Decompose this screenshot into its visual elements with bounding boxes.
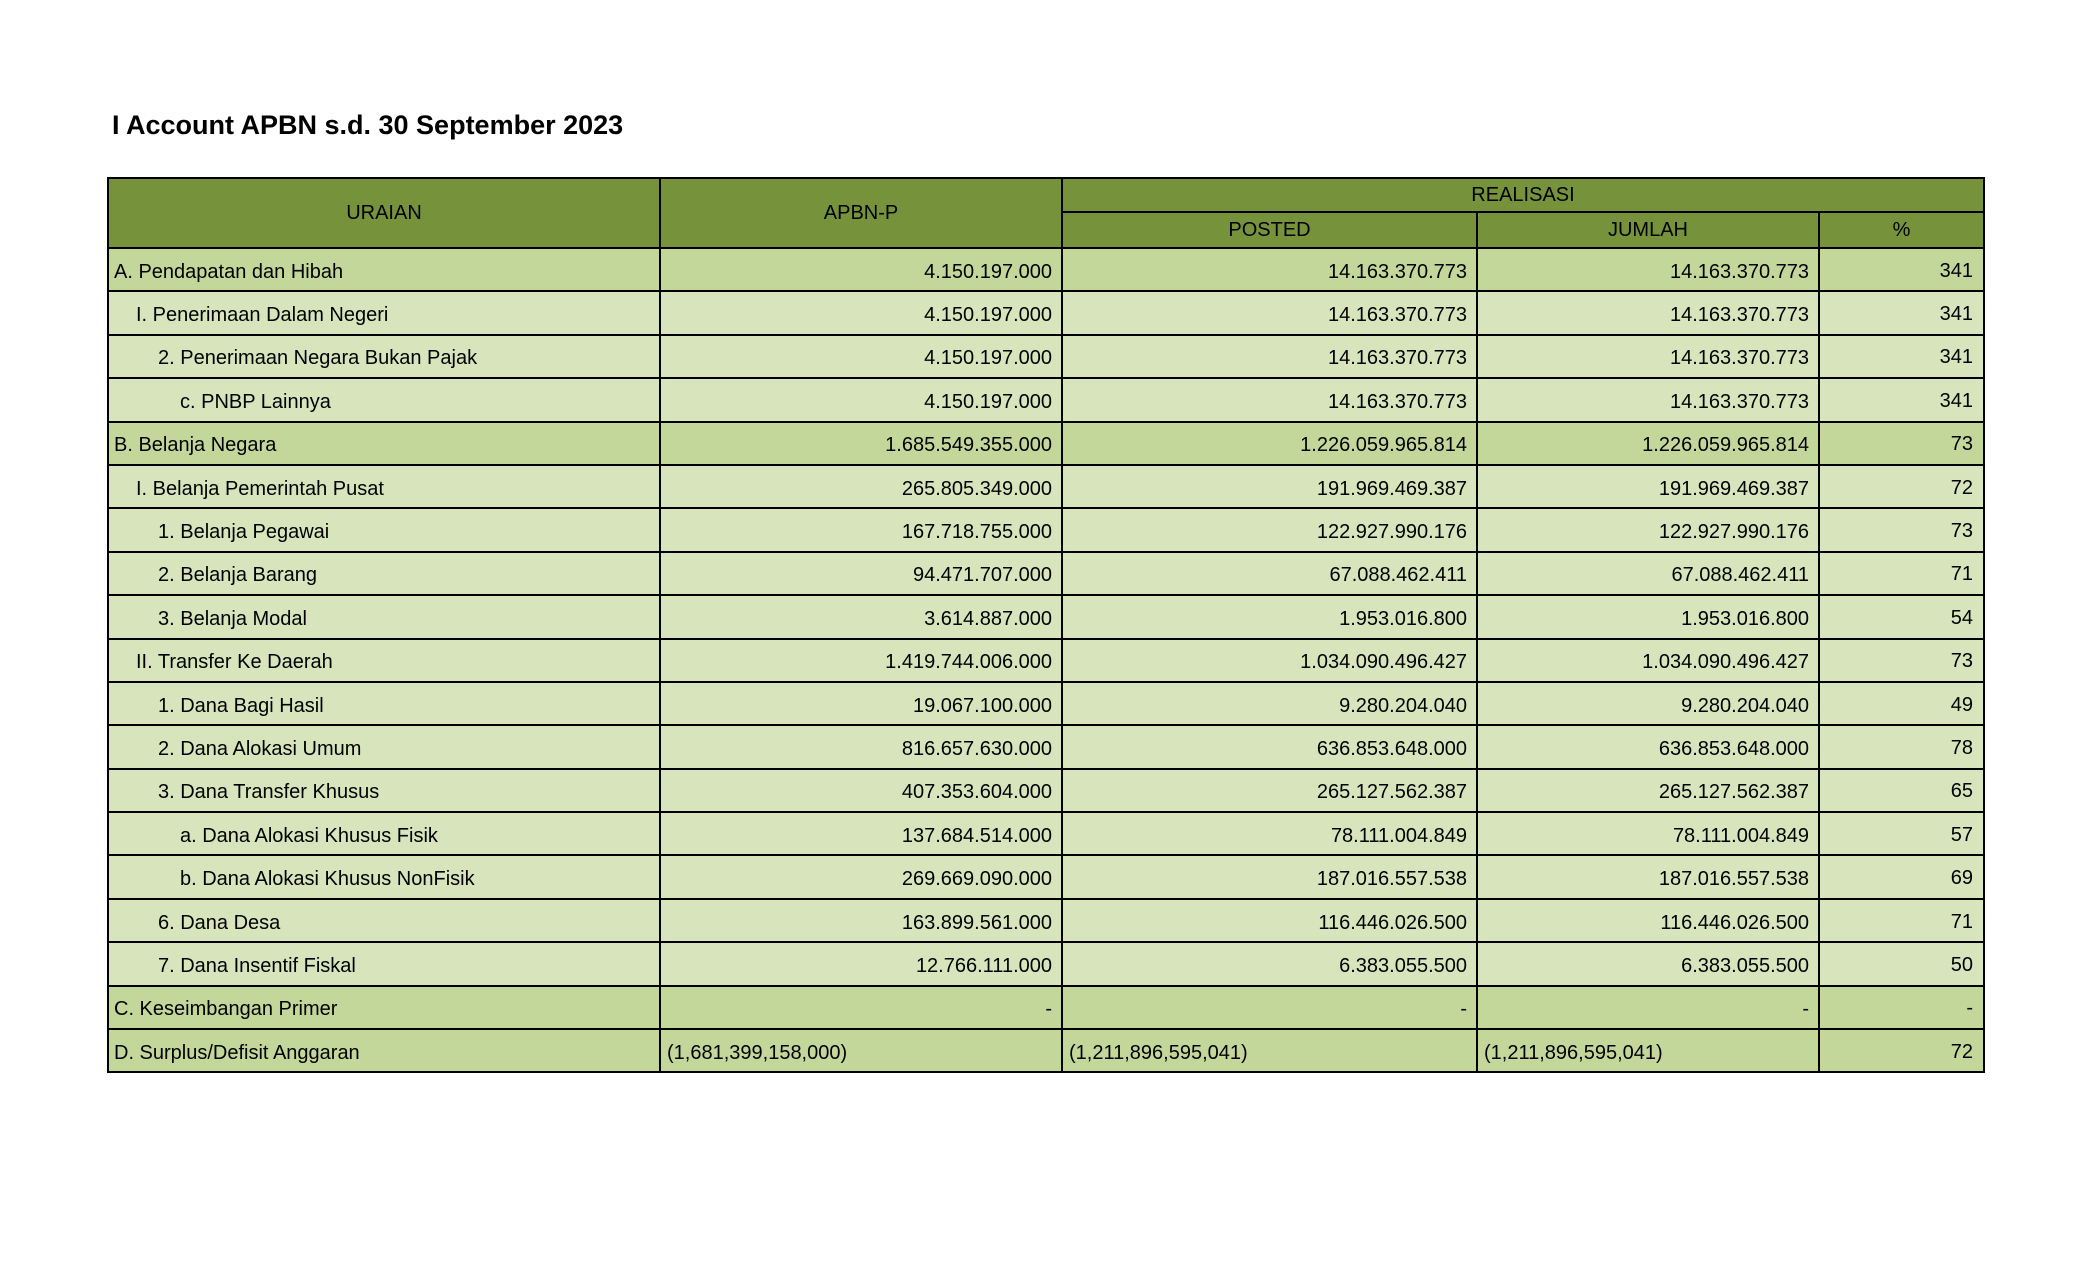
cell-uraian: D. Surplus/Defisit Anggaran xyxy=(108,1029,660,1072)
table-row xyxy=(108,378,1984,421)
cell-posted: 9.280.204.040 xyxy=(1062,682,1477,725)
cell-uraian: C. Keseimbangan Primer xyxy=(108,986,660,1029)
cell-uraian: I. Penerimaan Dalam Negeri xyxy=(108,291,660,334)
table-row xyxy=(108,1029,1984,1072)
cell-jumlah: 187.016.557.538 xyxy=(1477,855,1819,898)
cell-posted: 14.163.370.773 xyxy=(1062,335,1477,378)
cell-posted: 6.383.055.500 xyxy=(1062,942,1477,985)
cell-apbnp: 163.899.561.000 xyxy=(660,899,1062,942)
cell-apbnp: 137.684.514.000 xyxy=(660,812,1062,855)
cell-percent: 72 xyxy=(1819,465,1984,508)
cell-jumlah: 78.111.004.849 xyxy=(1477,812,1819,855)
table-row xyxy=(108,986,1984,1029)
cell-percent: 341 xyxy=(1819,291,1984,334)
cell-apbnp: 12.766.111.000 xyxy=(660,942,1062,985)
table-row xyxy=(108,812,1984,855)
table-header xyxy=(108,178,1984,248)
table-row xyxy=(108,639,1984,682)
cell-apbnp: 94.471.707.000 xyxy=(660,552,1062,595)
cell-apbnp: (1,681,399,158,000) xyxy=(660,1029,1062,1072)
cell-posted: 67.088.462.411 xyxy=(1062,552,1477,595)
table-row xyxy=(108,552,1984,595)
col-header-jumlah: JUMLAH xyxy=(1477,212,1819,248)
cell-apbnp: 4.150.197.000 xyxy=(660,248,1062,291)
cell-posted: 14.163.370.773 xyxy=(1062,378,1477,421)
cell-jumlah: 14.163.370.773 xyxy=(1477,248,1819,291)
cell-posted: 265.127.562.387 xyxy=(1062,769,1477,812)
cell-uraian: b. Dana Alokasi Khusus NonFisik xyxy=(108,855,660,898)
cell-uraian: 2. Belanja Barang xyxy=(108,552,660,595)
cell-percent: 65 xyxy=(1819,769,1984,812)
table-row xyxy=(108,335,1984,378)
table-row xyxy=(108,422,1984,465)
cell-jumlah: 116.446.026.500 xyxy=(1477,899,1819,942)
table-row xyxy=(108,725,1984,768)
col-header-percent: % xyxy=(1819,212,1984,248)
cell-uraian: I. Belanja Pemerintah Pusat xyxy=(108,465,660,508)
cell-percent: 341 xyxy=(1819,335,1984,378)
cell-uraian: 7. Dana Insentif Fiskal xyxy=(108,942,660,985)
header-row-1 xyxy=(108,178,1984,212)
cell-uraian: 6. Dana Desa xyxy=(108,899,660,942)
cell-percent: 54 xyxy=(1819,595,1984,638)
table-row xyxy=(108,595,1984,638)
cell-jumlah: 1.226.059.965.814 xyxy=(1477,422,1819,465)
cell-posted: 1.953.016.800 xyxy=(1062,595,1477,638)
cell-percent: 71 xyxy=(1819,552,1984,595)
apbn-account-table xyxy=(107,177,1985,1073)
cell-posted: 187.016.557.538 xyxy=(1062,855,1477,898)
col-header-posted: POSTED xyxy=(1062,212,1477,248)
cell-jumlah: 6.383.055.500 xyxy=(1477,942,1819,985)
cell-apbnp: 1.419.744.006.000 xyxy=(660,639,1062,682)
cell-apbnp: 269.669.090.000 xyxy=(660,855,1062,898)
table-row xyxy=(108,855,1984,898)
cell-percent: 73 xyxy=(1819,422,1984,465)
cell-percent: 57 xyxy=(1819,812,1984,855)
cell-apbnp: 4.150.197.000 xyxy=(660,335,1062,378)
cell-jumlah: 122.927.990.176 xyxy=(1477,508,1819,551)
table-row xyxy=(108,769,1984,812)
cell-percent: - xyxy=(1819,986,1984,1029)
cell-jumlah: 265.127.562.387 xyxy=(1477,769,1819,812)
table-row xyxy=(108,942,1984,985)
cell-jumlah: 14.163.370.773 xyxy=(1477,291,1819,334)
table-row xyxy=(108,508,1984,551)
cell-uraian: a. Dana Alokasi Khusus Fisik xyxy=(108,812,660,855)
cell-percent: 73 xyxy=(1819,508,1984,551)
cell-jumlah: 9.280.204.040 xyxy=(1477,682,1819,725)
cell-posted: 116.446.026.500 xyxy=(1062,899,1477,942)
cell-jumlah: 14.163.370.773 xyxy=(1477,335,1819,378)
table-row xyxy=(108,682,1984,725)
page-title: I Account APBN s.d. 30 September 2023 xyxy=(112,110,624,140)
cell-posted: 14.163.370.773 xyxy=(1062,291,1477,334)
cell-percent: 341 xyxy=(1819,378,1984,421)
cell-posted: 1.034.090.496.427 xyxy=(1062,639,1477,682)
table-body xyxy=(108,248,1984,1072)
cell-apbnp: 4.150.197.000 xyxy=(660,378,1062,421)
cell-jumlah: 14.163.370.773 xyxy=(1477,378,1819,421)
cell-percent: 73 xyxy=(1819,639,1984,682)
cell-apbnp: 265.805.349.000 xyxy=(660,465,1062,508)
cell-uraian: 3. Dana Transfer Khusus xyxy=(108,769,660,812)
cell-uraian: 3. Belanja Modal xyxy=(108,595,660,638)
cell-percent: 50 xyxy=(1819,942,1984,985)
cell-uraian: 1. Belanja Pegawai xyxy=(108,508,660,551)
cell-uraian: II. Transfer Ke Daerah xyxy=(108,639,660,682)
cell-posted: (1,211,896,595,041) xyxy=(1062,1029,1477,1072)
cell-uraian: 1. Dana Bagi Hasil xyxy=(108,682,660,725)
cell-uraian: 2. Penerimaan Negara Bukan Pajak xyxy=(108,335,660,378)
cell-percent: 71 xyxy=(1819,899,1984,942)
cell-apbnp: 167.718.755.000 xyxy=(660,508,1062,551)
cell-percent: 49 xyxy=(1819,682,1984,725)
cell-jumlah: 191.969.469.387 xyxy=(1477,465,1819,508)
cell-posted: 122.927.990.176 xyxy=(1062,508,1477,551)
cell-jumlah: (1,211,896,595,041) xyxy=(1477,1029,1819,1072)
table-row xyxy=(108,291,1984,334)
cell-uraian: c. PNBP Lainnya xyxy=(108,378,660,421)
cell-jumlah: 67.088.462.411 xyxy=(1477,552,1819,595)
cell-apbnp: 1.685.549.355.000 xyxy=(660,422,1062,465)
cell-uraian: 2. Dana Alokasi Umum xyxy=(108,725,660,768)
cell-uraian: A. Pendapatan dan Hibah xyxy=(108,248,660,291)
cell-posted: 78.111.004.849 xyxy=(1062,812,1477,855)
cell-posted: 636.853.648.000 xyxy=(1062,725,1477,768)
cell-apbnp: - xyxy=(660,986,1062,1029)
cell-posted: 191.969.469.387 xyxy=(1062,465,1477,508)
cell-percent: 69 xyxy=(1819,855,1984,898)
cell-apbnp: 4.150.197.000 xyxy=(660,291,1062,334)
table-row xyxy=(108,465,1984,508)
cell-percent: 78 xyxy=(1819,725,1984,768)
cell-jumlah: - xyxy=(1477,986,1819,1029)
col-header-realisasi: REALISASI xyxy=(1062,178,1984,212)
cell-apbnp: 816.657.630.000 xyxy=(660,725,1062,768)
cell-posted: 14.163.370.773 xyxy=(1062,248,1477,291)
cell-jumlah: 1.953.016.800 xyxy=(1477,595,1819,638)
cell-uraian: B. Belanja Negara xyxy=(108,422,660,465)
cell-posted: 1.226.059.965.814 xyxy=(1062,422,1477,465)
cell-percent: 341 xyxy=(1819,248,1984,291)
table-row xyxy=(108,248,1984,291)
cell-percent: 72 xyxy=(1819,1029,1984,1072)
cell-apbnp: 19.067.100.000 xyxy=(660,682,1062,725)
table-row xyxy=(108,899,1984,942)
cell-apbnp: 3.614.887.000 xyxy=(660,595,1062,638)
cell-posted: - xyxy=(1062,986,1477,1029)
col-header-apbnp: APBN-P xyxy=(660,178,1062,248)
cell-jumlah: 636.853.648.000 xyxy=(1477,725,1819,768)
cell-jumlah: 1.034.090.496.427 xyxy=(1477,639,1819,682)
col-header-uraian: URAIAN xyxy=(108,178,660,248)
cell-apbnp: 407.353.604.000 xyxy=(660,769,1062,812)
